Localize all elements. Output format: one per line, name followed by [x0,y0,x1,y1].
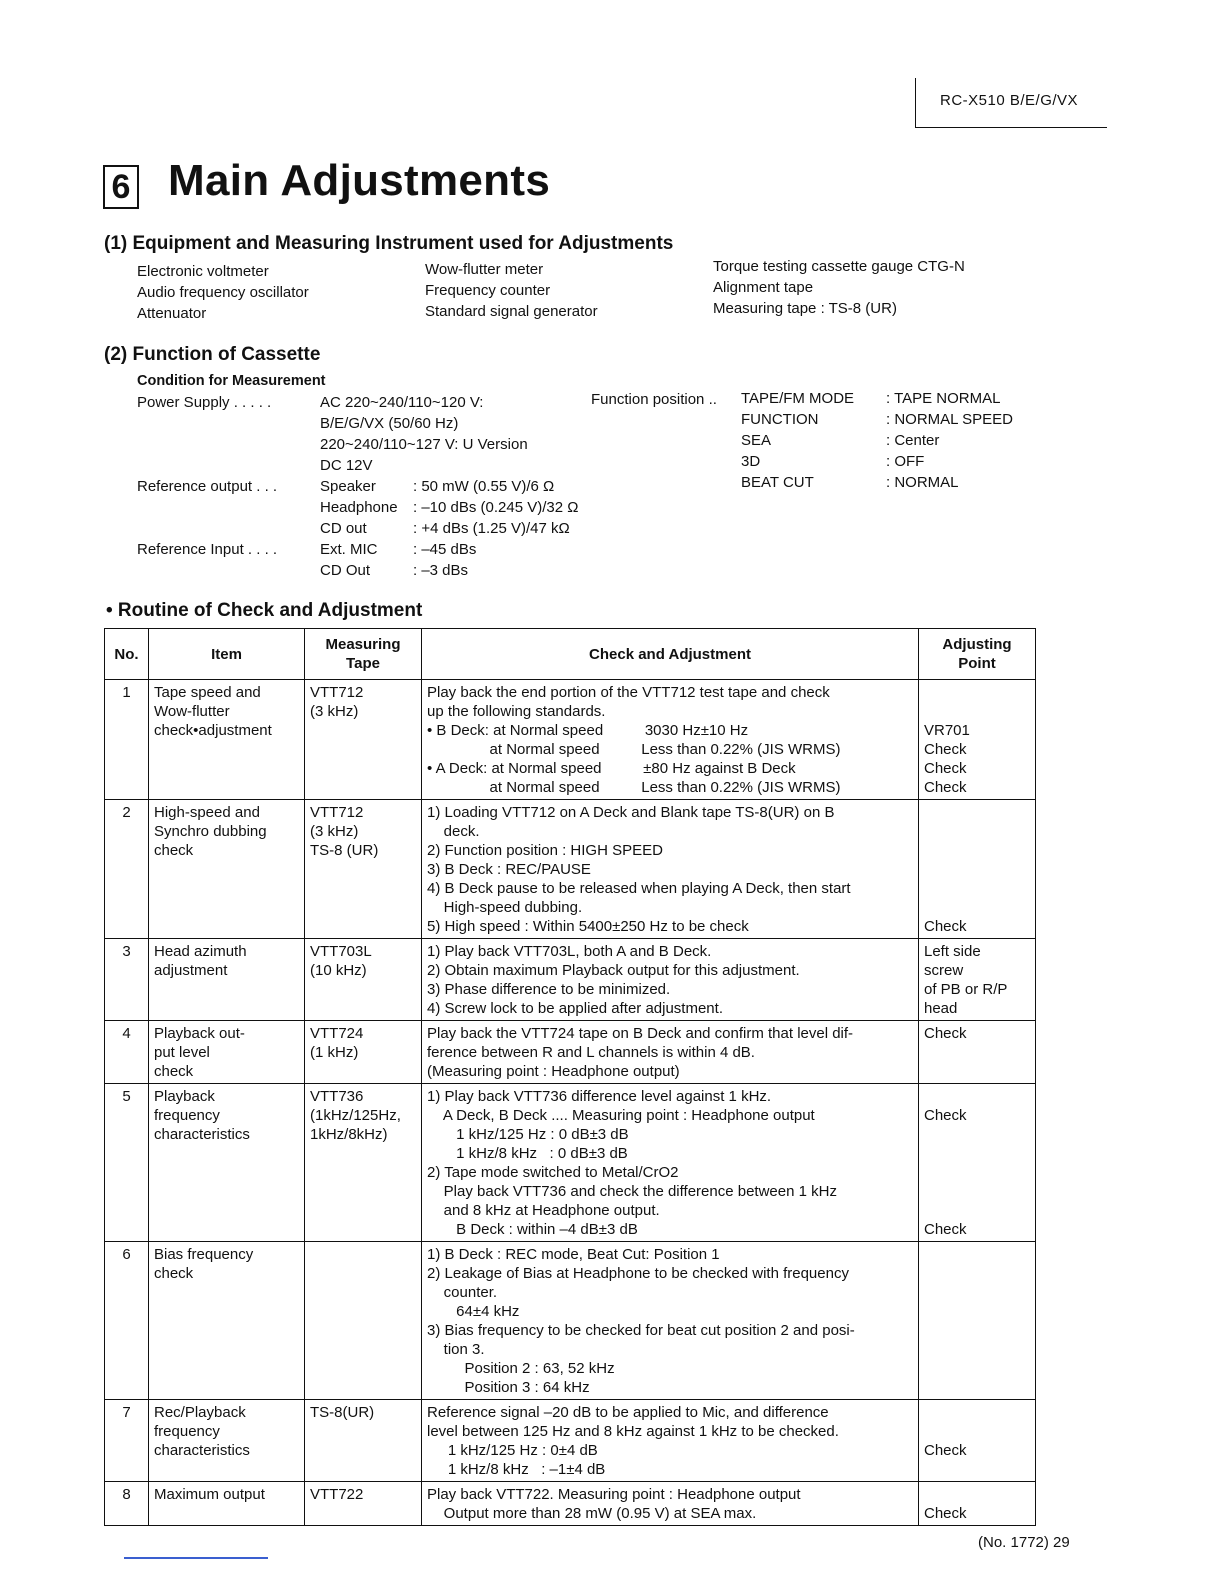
cell-point-line [924,1125,1030,1144]
cell-item-line: check [154,1063,194,1080]
cell-no: 6 [105,1242,149,1400]
cell-check-line: 5) High speed : Within 5400±250 Hz to be check [427,918,749,935]
cell-point-line: Left side [924,943,981,960]
power-line: 220~240/110~127 V: U Version [320,436,528,453]
cell-tape-line: (1 kHz) [310,1044,359,1061]
power-line: AC 220~240/110~120 V: [320,394,484,411]
cell-item-line: Playback [154,1088,215,1105]
cell-item-line: adjustment [154,962,228,979]
cell-item [149,939,305,1021]
header-line: Tape [346,655,380,672]
model-number: RC-X510 B/E/G/VX [940,92,1079,109]
page-number: (No. 1772) 29 [978,1534,1070,1551]
cell-tape-line: (3 kHz) [310,703,359,720]
cell-tape-line: (3 kHz) [310,823,359,840]
cell-item [149,1242,305,1400]
function-name: 3D [741,453,761,470]
cell-point-line: of PB or R/P [924,981,1008,998]
cell-point-line [924,1485,1030,1504]
header-check: Check and Adjustment [422,629,919,680]
function-name: TAPE/FM MODE [741,390,855,407]
cell-point-line [924,841,1030,860]
cell-check-line: 1 kHz/8 kHz : 0 dB±3 dB [427,1145,628,1162]
cell-tape [305,939,422,1021]
ref-value: : +4 dBs (1.25 V)/47 kΩ [413,520,570,537]
cell-item-line: characteristics [154,1442,250,1459]
cell-point-line [924,1182,1030,1201]
function-name: BEAT CUT [741,474,814,491]
cell-check-line: at Normal speed Less than 0.22% (JIS WRMS) [427,779,841,796]
equipment-item: Attenuator [137,305,207,322]
cell-item-line: characteristics [154,1126,250,1143]
ref-value: : –3 dBs [413,562,469,579]
cell-check-line: A Deck, B Deck .... Measuring point : Headphone output [427,1107,815,1124]
cell-item-line: High-speed and [154,804,260,821]
table-header-row [105,629,1036,680]
ref-name: Ext. MIC [320,541,378,558]
cell-item-line: put level [154,1044,210,1061]
label-text: Reference Input . . . . [137,541,278,558]
cell-point [919,939,1036,1021]
cell-point [919,1021,1036,1084]
cell-tape [305,1242,422,1400]
cell-check-line: 3) B Deck : REC/PAUSE [427,861,591,878]
header-point [919,629,1036,680]
header-rule-vertical [915,78,916,128]
cell-tape [305,1482,422,1526]
cell-check-line: B Deck : within –4 dB±3 dB [427,1221,638,1238]
cell-point-line: Check [924,779,967,796]
function-name: SEA [741,432,772,449]
cell-tape [305,680,422,800]
cell-item-line: Rec/Playback [154,1404,246,1421]
cell-check-line: deck. [427,823,480,840]
cell-check-line: Play back VTT722. Measuring point : Headphone output [427,1486,801,1503]
function-value: : NORMAL SPEED [886,411,1013,428]
cell-check-line: Play back the end portion of the VTT712 test tape and check [427,684,830,701]
cell-check-line: up the following standards. [427,703,606,720]
page-title: Main Adjustments [168,156,551,205]
cell-point-line: Check [924,1025,967,1042]
cell-check-line: 3) Phase difference to be minimized. [427,981,671,998]
table-row [105,1021,1036,1084]
cell-check-line: Reference signal –20 dB to be applied to Mic, and difference [427,1404,829,1421]
function-value: : Center [886,432,940,449]
reference-input-label [137,539,277,560]
cell-point-line [924,1144,1030,1163]
header-no: No. [105,629,149,680]
equipment-col-3 [713,256,965,319]
cell-check-line: 4) B Deck pause to be released when playing A Deck, then start [427,880,851,897]
cell-check-line: at Normal speed Less than 0.22% (JIS WRMS) [427,741,841,758]
equipment-item: Electronic voltmeter [137,263,269,280]
equipment-item: Audio frequency oscillator [137,284,309,301]
table-body [105,680,1036,1526]
function-values [886,388,1013,493]
cell-tape [305,1021,422,1084]
cell-check-line: Play back VTT736 and check the difference between 1 kHz [427,1183,837,1200]
reference-output-label [137,476,277,497]
section-number-box: 6 [103,165,139,209]
equipment-item: Measuring tape : TS-8 (UR) [713,300,897,317]
cell-check-line: (Measuring point : Headphone output) [427,1063,680,1080]
reference-input-names [320,539,378,581]
cell-check-line: High-speed dubbing. [427,899,583,916]
header-line: Measuring [325,636,401,653]
header-item: Item [149,629,305,680]
cell-check-line: 1 kHz/125 Hz : 0 dB±3 dB [427,1126,629,1143]
cell-tape-line: (1kHz/125Hz, [310,1107,401,1124]
ref-name: Headphone [320,499,398,516]
function-value: : TAPE NORMAL [886,390,1001,407]
cell-check [422,1084,919,1242]
power-supply-values [320,392,528,476]
cell-check-line: Position 3 : 64 kHz [427,1379,590,1396]
cell-point-line [924,860,1030,879]
cell-point [919,1400,1036,1482]
cell-tape-line: VTT736 [310,1088,364,1105]
cell-point-line: head [924,1000,958,1017]
ref-value: : –45 dBs [413,541,477,558]
cell-point-line: screw [924,962,964,979]
cell-check-line: 1) Play back VTT703L, both A and B Deck. [427,943,712,960]
cell-item-line: Head azimuth [154,943,247,960]
cell-check-line: 3) Bias frequency to be checked for beat cut position 2 and posi- [427,1322,855,1339]
cell-no: 2 [105,800,149,939]
cell-item [149,680,305,800]
cell-no: 7 [105,1400,149,1482]
cell-check [422,939,919,1021]
cell-tape [305,800,422,939]
cell-point-line [924,683,1030,702]
cell-point-line [924,822,1030,841]
cell-point-line: VR701 [924,722,970,739]
cell-point-line [924,803,1030,822]
cell-check-line: and 8 kHz at Headphone output. [427,1202,660,1219]
ref-value: : 50 mW (0.55 V)/6 Ω [413,478,555,495]
cell-point-line: Check [924,1442,967,1459]
cell-tape-line: VTT722 [310,1486,364,1503]
cell-point-line [924,1403,1030,1422]
cell-item-line: check•adjustment [154,722,272,739]
cell-item-line: Tape speed and [154,684,261,701]
ref-value: : –10 dBs (0.245 V)/32 Ω [413,499,579,516]
cell-item-line: frequency [154,1107,220,1124]
label-text: Reference output . . . [137,478,278,495]
equipment-col-1 [137,261,309,324]
cell-point [919,1482,1036,1526]
ref-name: CD Out [320,562,371,579]
table-row [105,939,1036,1021]
table-row [105,800,1036,939]
cell-item [149,1084,305,1242]
cell-check [422,1021,919,1084]
cell-tape [305,1084,422,1242]
condition-title: Condition for Measurement [137,373,326,389]
reference-output-values [413,476,578,539]
cell-tape-line: VTT724 [310,1025,364,1042]
cell-check [422,800,919,939]
cell-no: 1 [105,680,149,800]
equipment-col-2 [425,259,598,322]
table-row [105,1242,1036,1400]
cell-no: 4 [105,1021,149,1084]
reference-input-values [413,539,476,581]
cell-check [422,1400,919,1482]
table-row [105,1482,1036,1526]
cell-check-line: 1) Play back VTT736 difference level against 1 kHz. [427,1088,772,1105]
header-tape [305,629,422,680]
cell-check-line: • B Deck: at Normal speed 3030 Hz±10 Hz [427,722,749,739]
ref-name: Speaker [320,478,376,495]
header-rule-horizontal [915,127,1107,128]
cell-tape-line: (10 kHz) [310,962,367,979]
function-value: : OFF [886,453,925,470]
decorative-rule [124,1557,268,1559]
power-supply-label [137,392,271,413]
cell-check-line: 2) Obtain maximum Playback output for this adjustment. [427,962,800,979]
function-position-label [591,389,717,410]
cell-check-line: 1 kHz/125 Hz : 0±4 dB [427,1442,598,1459]
power-line: DC 12V [320,457,373,474]
cell-tape-line: TS-8 (UR) [310,842,379,859]
cell-check-line: 4) Screw lock to be applied after adjustment. [427,1000,723,1017]
cell-check [422,1482,919,1526]
cell-tape-line: VTT712 [310,684,364,701]
cell-check-line: 1) Loading VTT712 on A Deck and Blank tape TS-8(UR) on B [427,804,835,821]
cell-tape [305,1400,422,1482]
function-value: : NORMAL [886,474,959,491]
power-line: B/E/G/VX (50/60 Hz) [320,415,459,432]
cell-item [149,800,305,939]
header-line: Adjusting [942,636,1012,653]
cell-point-line: Check [924,1107,967,1124]
equipment-item: Alignment tape [713,279,814,296]
cell-check [422,680,919,800]
routine-table [104,628,1036,1526]
cell-point-line [924,1087,1030,1106]
cell-point-line [924,702,1030,721]
cell-check-line: Position 2 : 63, 52 kHz [427,1360,615,1377]
table-row [105,1084,1036,1242]
cell-point-line: Check [924,741,967,758]
cell-item [149,1021,305,1084]
cell-check-line: level between 125 Hz and 8 kHz against 1 kHz to be checked. [427,1423,839,1440]
cell-item-line: Bias frequency [154,1246,254,1263]
ref-name: CD out [320,520,367,537]
cell-point-line: Check [924,1505,967,1522]
cell-check [422,1242,919,1400]
cell-point [919,800,1036,939]
cell-check-line: 2) Tape mode switched to Metal/CrO2 [427,1164,679,1181]
cell-check-line: 1 kHz/8 kHz : –1±4 dB [427,1461,606,1478]
cell-tape-line: TS-8(UR) [310,1404,375,1421]
cell-tape-line: VTT712 [310,804,364,821]
cell-point-line [924,1163,1030,1182]
equipment-item: Frequency counter [425,282,551,299]
cell-point-line [924,1422,1030,1441]
table-row [105,1400,1036,1482]
cell-item-line: Wow-flutter [154,703,230,720]
cell-check-line: counter. [427,1284,498,1301]
cell-item-line: check [154,1265,194,1282]
header-line: Point [958,655,996,672]
cell-no: 8 [105,1482,149,1526]
cell-check-line: • A Deck: at Normal speed ±80 Hz against B Deck [427,760,796,777]
cell-point [919,680,1036,800]
cell-item-line: Synchro dubbing [154,823,267,840]
label-text: Power Supply . . . . . [137,394,272,411]
label-text: Function position .. [591,391,717,408]
cell-item-line: check [154,842,194,859]
cell-point-line [924,879,1030,898]
function-names [741,388,854,493]
table-row [105,680,1036,800]
cell-check-line: 1) B Deck : REC mode, Beat Cut: Position 1 [427,1246,720,1263]
cell-check-line: 2) Function position : HIGH SPEED [427,842,663,859]
cell-no: 3 [105,939,149,1021]
cell-item-line: Maximum output [154,1486,265,1503]
cell-tape-line: VTT703L [310,943,372,960]
section1-heading: (1) Equipment and Measuring Instrument used for Adjustments [104,233,674,254]
cell-item-line: frequency [154,1423,220,1440]
cell-check-line: tion 3. [427,1341,485,1358]
cell-point-line: Check [924,760,967,777]
cell-check-line: 2) Leakage of Bias at Headphone to be checked with frequency [427,1265,849,1282]
cell-no: 5 [105,1084,149,1242]
cell-check-line: 64±4 kHz [427,1303,520,1320]
cell-point [919,1084,1036,1242]
cell-check-line: Output more than 28 mW (0.95 V) at SEA max. [427,1505,757,1522]
cell-point-line [924,1201,1030,1220]
cell-point [919,1242,1036,1400]
cell-check-line: Play back the VTT724 tape on B Deck and confirm that level dif- [427,1025,854,1042]
equipment-item: Wow-flutter meter [425,261,544,278]
equipment-item: Standard signal generator [425,303,598,320]
cell-item-line: Playback out- [154,1025,245,1042]
cell-item [149,1482,305,1526]
function-name: FUNCTION [741,411,819,428]
cell-tape-line: 1kHz/8kHz) [310,1126,388,1143]
equipment-item: Torque testing cassette gauge CTG-N [713,258,965,275]
cell-point-line: Check [924,1221,967,1238]
cell-check-line: ference between R and L channels is within 4 dB. [427,1044,755,1061]
reference-output-names [320,476,398,539]
cell-point-line: Check [924,918,967,935]
cell-item [149,1400,305,1482]
section2-heading: (2) Function of Cassette [104,344,321,365]
cell-point-line [924,898,1030,917]
routine-heading: • Routine of Check and Adjustment [106,600,423,621]
